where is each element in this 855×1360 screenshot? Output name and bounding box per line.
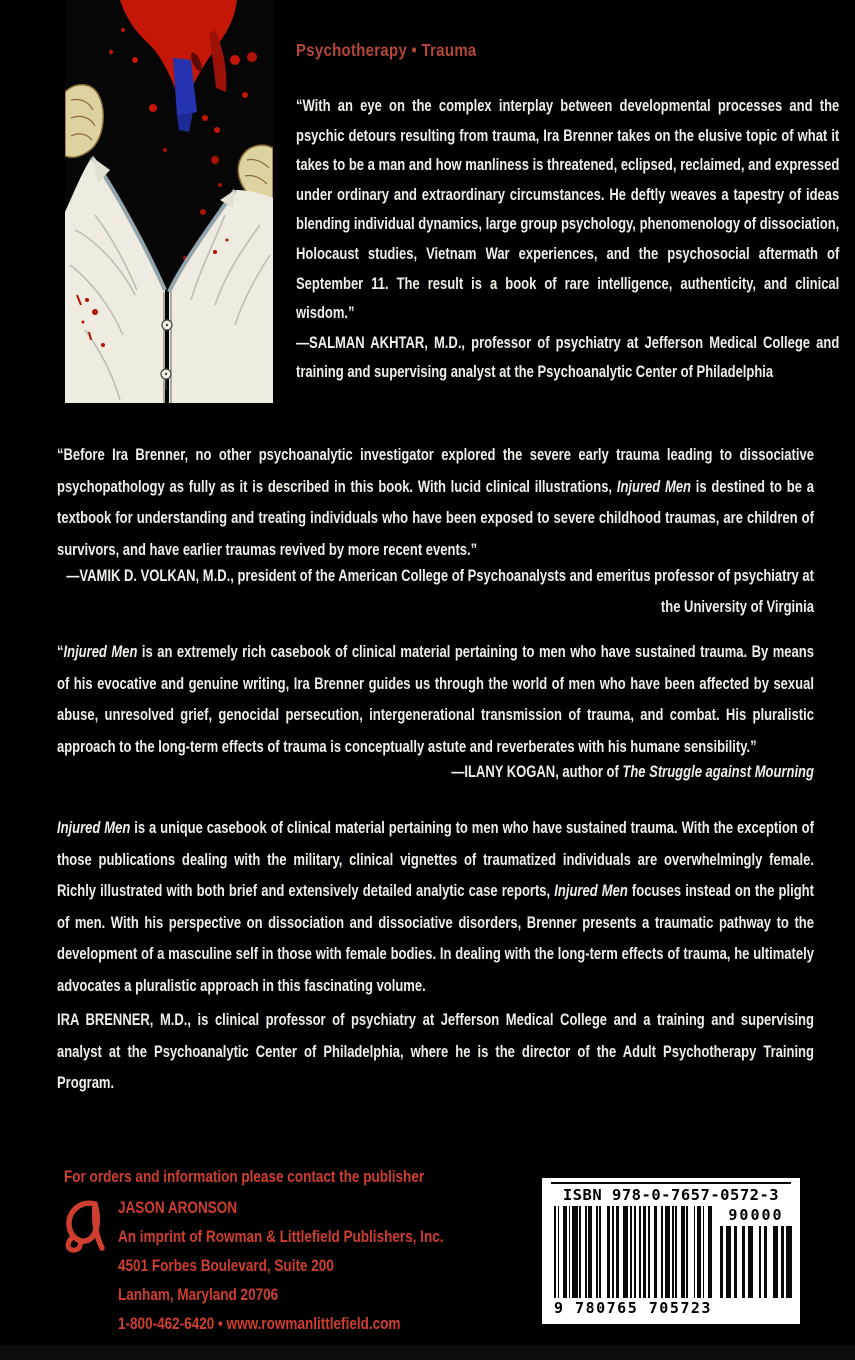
publisher-contact-note: For orders and information please contact the publisher	[64, 1168, 425, 1186]
isbn-label: ISBN 978-0-7657-0572-3	[562, 1186, 780, 1204]
publisher-info	[118, 1194, 444, 1339]
barcode-main	[554, 1206, 712, 1317]
cover-illustration	[65, 0, 273, 403]
barcode-supplement-bars	[720, 1226, 792, 1298]
category-header: Psychotherapy • Trauma	[296, 40, 477, 60]
barcode-digits: 9 780765 705723	[554, 1299, 712, 1317]
publisher-name: JASON ARONSON	[118, 1199, 238, 1217]
endorsement-block-1	[296, 92, 839, 388]
endorsement-attribution-2: —VAMIK D. VOLKAN, M.D., president of the American College of Psychoanalysts and emeritus professor of psychiatry at the University of Virginia	[66, 567, 814, 616]
book-description: Injured Men is a unique casebook of clinical material pertaining to men who have sustained trauma. With the exception of those publications dealing with the military, clinical vignettes of traumatized individuals are overwhelmingly female. Richly illustrated with both brief and extensively detailed analytic case reports, Injured Men focuses instead on the plight of men. With his perspective on dissociation and dissociative disorders, Brenner presents a traumatic pathway to the development of a masculine self in those with female bodies. In dealing with the long-term effects of trauma, he ultimately advocates a pluralistic approach in this fascinating volume.	[57, 819, 814, 995]
endorsement-quote-1: “With an eye on the complex interplay between developmental processes and the psychic detours resulting from trauma, Ira Brenner takes on the elusive topic of what it takes to be a man and how manliness is threatened, eclipsed, reclaimed, and expressed under ordinary and extraordinary circumstances. He deftly weaves a tapestry of ideas blending individual dynamics, large group psychology, phenomenology of dissociation, Holocaust studies, Vietnam War experiences, and the psychosocial aftermath of September 11. The result is a book of rare intelligence, authenticity, and clinical wisdom.”	[296, 97, 840, 323]
bottom-edge-strip	[0, 1345, 855, 1360]
cover-thumbnail-image	[65, 0, 273, 403]
endorsement-attribution-3: —ILANY KOGAN, author of The Struggle against Mourning	[451, 763, 814, 781]
endorsement-quote-2: “Before Ira Brenner, no other psychoanalytic investigator explored the severe early trauma leading to dissociative psychopathology as fully as it is described in this book. With lucid clinical illustrations, Injured Men is destined to be a textbook for understanding and treating individuals who have been exposed to severe childhood traumas, are children of survivors, and have earlier traumas revived by more recent events.”	[57, 446, 814, 559]
barcode-bars-row	[550, 1206, 792, 1317]
barcode-main-bars	[554, 1206, 712, 1298]
endorsement-attribution-1: —SALMAN AKHTAR, M.D., professor of psychiatry at Jefferson Medical College and training and supervising analyst at the Psychoanalytic Center of Philadelphia	[296, 333, 840, 382]
publisher-imprint: An imprint of Rowman & Littlefield Publishers, Inc.	[118, 1228, 444, 1246]
publisher-phone-web: 1-800-462-6420 • www.rowmanlittlefield.com	[118, 1315, 401, 1333]
isbn-barcode-box	[542, 1178, 800, 1324]
jason-aronson-logo-icon	[62, 1198, 110, 1256]
publisher-address-line-2: Lanham, Maryland 20706	[118, 1286, 279, 1304]
barcode-top-rule	[551, 1182, 791, 1184]
barcode-supplement	[720, 1206, 792, 1317]
endorsement-quote-3: “Injured Men is an extremely rich casebook of clinical material pertaining to men who have sustained trauma. By means of his evocative and genuine writing, Ira Brenner guides us through the world of men who have been affected by sexual abuse, unresolved grief, genocidal persecution, intergenerational transmission of trauma, and combat. His pluralistic approach to the long-term effects of trauma is conceptually astute and reverberates with his humane sensibility.”	[57, 643, 814, 756]
barcode-price-code: 90000	[728, 1206, 784, 1224]
author-bio: IRA BRENNER, M.D., is clinical professor of psychiatry at Jefferson Medical College and a training and supervising analyst at the Psychoanalytic Center of Philadelphia, where he is the director of the Adult Psychotherapy Training Program.	[57, 1011, 814, 1092]
publisher-address-line-1: 4501 Forbes Boulevard, Suite 200	[118, 1257, 334, 1275]
